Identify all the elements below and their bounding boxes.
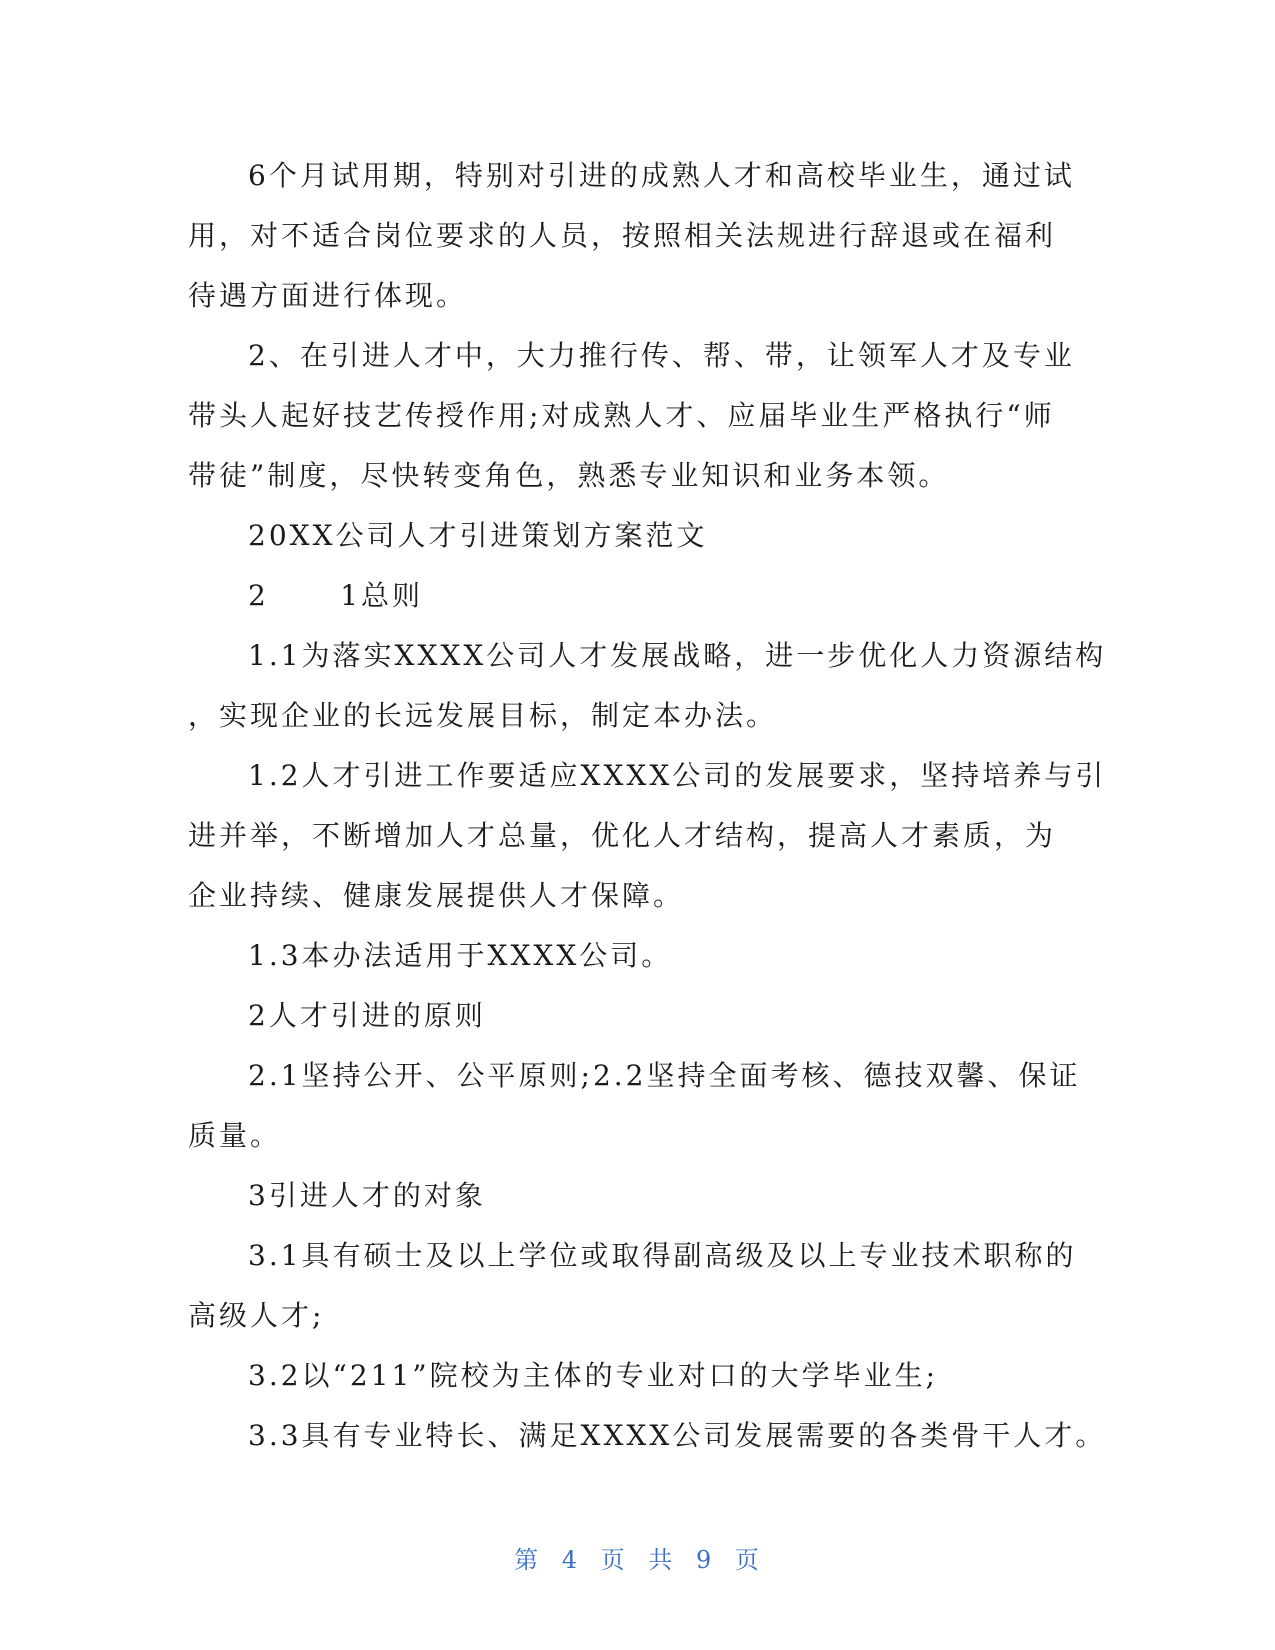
text-line: 质量。 xyxy=(188,1119,282,1152)
footer-label-di: 第 xyxy=(514,1546,541,1574)
document-body xyxy=(188,146,1107,1466)
text-line: ，实现企业的长远发展目标，制定本办法。 xyxy=(188,699,778,732)
text-line: 1.1为落实XXXX公司人才发展战略，进一步优化人力资源结构 xyxy=(248,639,1107,672)
section-title: 20XX公司人才引进策划方案范文 xyxy=(248,519,708,552)
text-line: 2.1坚持公开、公平原则;2.2坚持全面考核、德技双馨、保证 xyxy=(248,1059,1081,1092)
text-line: 待遇方面进行体现。 xyxy=(188,279,468,312)
footer-label-ye: 页 xyxy=(734,1546,761,1574)
footer-label-ye: 页 xyxy=(600,1546,627,1574)
text-line: 用，对不适合岗位要求的人员，按照相关法规进行辞退或在福利 xyxy=(188,219,1057,252)
text-line: 3.2以“211”院校为主体的专业对口的大学毕业生; xyxy=(248,1359,939,1392)
text-line: 1.3本办法适用于XXXX公司。 xyxy=(248,939,673,972)
text-line: 带头人起好技艺传授作用;对成熟人才、应届毕业生严格执行“师 xyxy=(188,399,1055,432)
text-line: 企业持续、健康发展提供人才保障。 xyxy=(188,879,685,912)
section-heading: 2人才引进的原则 xyxy=(248,999,486,1032)
section-heading: 3引进人才的对象 xyxy=(248,1179,486,1212)
footer-label-gong: 共 xyxy=(648,1546,675,1574)
text-line: 高级人才; xyxy=(188,1299,325,1332)
text-line: 1.2人才引进工作要适应XXXX公司的发展要求，坚持培养与引 xyxy=(248,759,1107,792)
page-footer xyxy=(0,1540,1275,1575)
text-line: 6个月试用期，特别对引进的成熟人才和高校毕业生，通过试 xyxy=(248,159,1075,192)
text-line: 进并举，不断增加人才总量，优化人才结构，提高人才素质，为 xyxy=(188,819,1057,852)
text-line: 3.1具有硕士及以上学位或取得副高级及以上专业技术职称的 xyxy=(248,1239,1077,1272)
current-page-number: 4 xyxy=(561,1546,580,1574)
total-pages-number: 9 xyxy=(695,1546,714,1574)
text-line: 带徒”制度，尽快转变角色，熟悉专业知识和业务本领。 xyxy=(188,459,950,492)
body-text xyxy=(188,146,1107,1466)
text-line: 2、在引进人才中，大力推行传、帮、带，让领军人才及专业 xyxy=(248,339,1075,372)
text-line: 3.3具有专业特长、满足XXXX公司发展需要的各类骨干人才。 xyxy=(248,1419,1107,1452)
section-heading: 2 1总则 xyxy=(248,579,424,612)
